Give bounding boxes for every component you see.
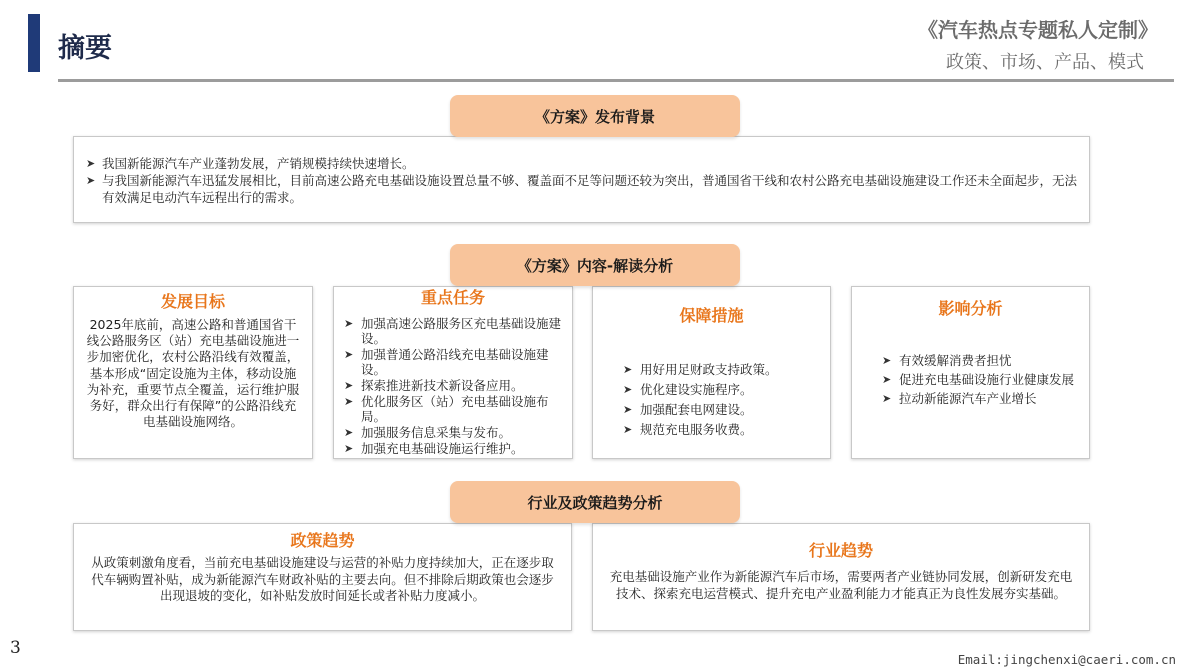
section-label-trends: 行业及政策趋势分析 [450,481,740,523]
title-accent-bar [28,14,40,72]
arrow-bullet-icon: ➤ [623,423,633,436]
policy-trend-text: 从政策刺激角度看，当前充电基础设施建设与运营的补贴力度持续加大，正在逐步取代车辆购置补贴，成为新能源汽车财政补贴的主要去向。但不排除后期政策也会逐步出现退坡的变化，如补贴发放时间延长或者补贴力度减小。 [91,555,554,603]
measures-card [592,286,831,459]
list-item [344,347,564,377]
list-item [623,400,822,420]
background-box [73,136,1090,223]
contact-email: Email:jingchenxi@caeri.com.cn [957,652,1176,667]
goal-text: 2025年底前，高速公路和普通国省干线公路服务区（站）充电基础设施进一步加密优化，农村公路沿线有效覆盖，基本形成“固定设施为主体，移动设施为补充，重要节点全覆盖，运行维护服务好，群众出行有保障”的公路沿线充电基础设施网络。 [86,317,300,430]
page-number: 3 [10,638,21,658]
list-item-text: 规范充电服务收费。 [640,422,753,437]
list-item [344,316,564,346]
list-item [623,420,822,440]
list-item-text: 探索推进新技术新设备应用。 [361,378,524,393]
background-bullet-text: 我国新能源汽车产业蓬勃发展，产销规模持续快速增长。 [102,156,415,171]
section-label-analysis: 《方案》内容-解读分析 [450,244,740,286]
list-item-text: 加强配套电网建设。 [640,402,753,417]
industry-trend-card [592,523,1090,631]
industry-trend-text: 充电基础设施产业作为新能源汽车后市场，需要两者产业链协同发展，创新研发充电技术、探索充电运营模式、提升充电产业盈利能力才能真正为良性发展夯实基础。 [609,569,1073,601]
list-item-text: 加强高速公路服务区充电基础设施建设。 [361,316,562,346]
list-item-text: 加强普通公路沿线充电基础设施建设。 [361,347,549,377]
tasks-card [333,286,573,459]
policy-trend-card [73,523,572,631]
arrow-bullet-icon: ➤ [344,317,354,330]
list-item-text: 加强充电基础设施运行维护。 [361,441,524,456]
arrow-bullet-icon: ➤ [882,354,892,367]
goal-card [73,286,313,459]
industry-trend-heading: 行业趋势 [808,541,873,560]
list-item [882,389,1075,408]
list-item-text: 优化建设实施程序。 [640,382,753,397]
arrow-bullet-icon: ➤ [882,373,892,386]
measures-heading: 保障措施 [679,306,744,325]
policy-trend-heading: 政策趋势 [290,531,355,550]
arrow-bullet-icon: ➤ [344,442,354,455]
impact-list [882,351,1075,408]
arrow-bullet-icon: ➤ [623,383,633,396]
tasks-heading: 重点任务 [420,288,485,307]
list-item [344,394,564,424]
arrow-bullet-icon: ➤ [86,157,96,170]
header-divider [58,79,1174,82]
list-item-text: 加强服务信息采集与发布。 [361,425,512,440]
impact-heading: 影响分析 [938,299,1003,318]
list-item [882,370,1075,389]
background-bullet [86,155,1077,172]
section-label-background: 《方案》发布背景 [450,95,740,137]
list-item [623,380,822,400]
arrow-bullet-icon: ➤ [344,426,354,439]
measures-list [623,360,822,440]
tasks-list [344,316,564,457]
arrow-bullet-icon: ➤ [344,395,354,408]
arrow-bullet-icon: ➤ [623,403,633,416]
list-item-text: 用好用足财政支持政策。 [640,362,778,377]
list-item-text: 有效缓解消费者担忧 [899,353,1012,368]
background-bullet-text: 与我国新能源汽车迅猛发展相比，目前高速公路充电基础设施设置总量不够、覆盖面不足等问题还较为突出，普通国省干线和农村公路充电基础设施建设工作还未全面起步，无法有效满足电动汽车远程出行的需求。 [102,173,1078,205]
goal-heading: 发展目标 [160,292,225,311]
arrow-bullet-icon: ➤ [623,363,633,376]
page-title: 摘要 [58,33,112,64]
list-item [344,441,564,456]
brand-subtitle: 政策、市场、产品、模式 [946,52,1144,73]
list-item [623,360,822,380]
list-item [882,351,1075,370]
list-item-text: 优化服务区（站）充电基础设施布局。 [361,394,549,424]
arrow-bullet-icon: ➤ [86,174,96,187]
list-item-text: 拉动新能源汽车产业增长 [899,391,1037,406]
background-bullet [86,172,1077,206]
arrow-bullet-icon: ➤ [344,348,354,361]
arrow-bullet-icon: ➤ [344,379,354,392]
list-item [344,378,564,393]
arrow-bullet-icon: ➤ [882,392,892,405]
impact-card [851,286,1090,459]
list-item-text: 促进充电基础设施行业健康发展 [899,372,1075,387]
brand-title: 《汽车热点专题私人定制》 [918,18,1158,42]
list-item [344,425,564,440]
